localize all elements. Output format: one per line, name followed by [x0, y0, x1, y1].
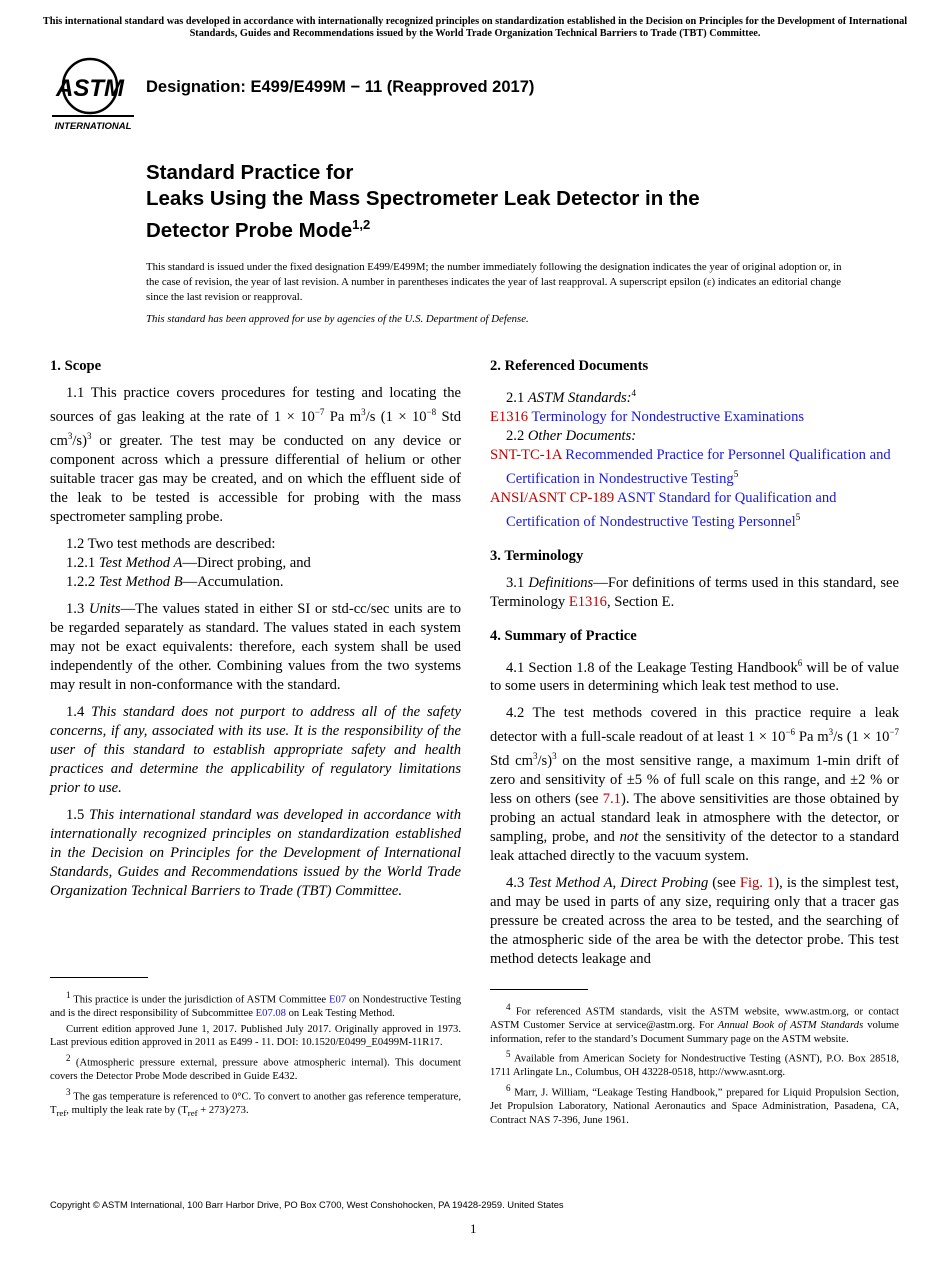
- footnote-4: $^4$ For referenced ASTM standards, visit the ASTM website, www.astm.org, or contact ASTM Customer Service at service@astm.org. For Annual Book of ASTM Standards volume information, refer to the standard’s Document Summary page on the ASTM website.: [490, 1002, 899, 1045]
- logo-caption: INTERNATIONAL: [54, 121, 132, 132]
- paragraph-1-1: 1.1 This practice covers procedures for testing and locating the sources of gas leaking at the rate of $1 \times 10^{-7}$ Pa $m^3/s$ ($1 \times 10^{-8}$ Std $cm^3/s)^3$ or greater. The test may be conducted on any device or component across which a pressure differential of helium or other suitable tracer gas may be created, and on which the effluent side of the leak to be tested is accessible for probing with the mass spectrometer sampling probe.: [50, 385, 461, 525]
- footnote-1: $^1$ This practice is under the jurisdiction of ASTM Committee E07 on Nondestructive Testing and is the direct responsibility of Subcommittee E07.08 on Leak Testing Method.: [50, 990, 461, 1020]
- link-e1316-title[interactable]: Terminology for Nondestructive Examinations: [528, 408, 805, 425]
- paragraph-2-1: 2.1 ASTM Standards:$^4$: [506, 388, 637, 406]
- link-e07[interactable]: E07: [329, 994, 347, 1006]
- left-column: [50, 357, 461, 901]
- document-title: [146, 160, 906, 244]
- reference-ansi-asnt-cp-189: ANSI/ASNT CP-189 ASNT Standard for Qualification and Certification of Nondestructive Testing Personnel$^5$: [490, 489, 837, 530]
- title-line-3: Detector Probe Mode$^{1,2}$: [146, 217, 371, 242]
- paragraph-3-1: 3.1 Definitions—For definitions of terms used in this standard, see Terminology E1316, Section E.: [490, 574, 900, 610]
- paragraph-1-5: 1.5 This international standard was developed in accordance with internationally recognized principles on standardization established in the Decision on Principles for the Development of International Standards, Guides and Recommendations issued by the World Trade Organization Technical Barriers to Trade (TBT) Committee.: [50, 806, 462, 899]
- link-e1316[interactable]: E1316: [490, 408, 529, 425]
- designation: Designation: E499/E499M − 11 (Reapproved 2017): [146, 78, 535, 96]
- footnote-rule-right: [490, 989, 588, 990]
- link-snt-tc-1a-title[interactable]: Recommended Practice for Personnel Qualification and Certification in Nondestructive Testing: [506, 446, 891, 487]
- paragraph-1-2-2: 1.2.2 Test Method B—Accumulation.: [66, 573, 284, 590]
- footnote-3: $^3$ The gas temperature is referenced to 0°C. To convert to another gas reference temperature, $T_{ref}$, multiply the leak rate by ($T_{ref}$ + 273)⁄273.: [50, 1086, 461, 1118]
- paragraph-1-2: 1.2 Two test methods are described:: [66, 535, 276, 552]
- link-7-1[interactable]: 7.1: [602, 791, 621, 808]
- astm-logo: [52, 56, 136, 134]
- right-column: [490, 357, 899, 969]
- page-number: 1: [470, 1221, 477, 1236]
- reference-snt-tc-1a: SNT-TC-1A Recommended Practice for Personnel Qualification and Certification in Nondestructive Testing$^5$: [490, 446, 891, 487]
- link-ansi-asnt-cp-189-title[interactable]: ASNT Standard for Qualification and Certification of Nondestructive Testing Personnel: [506, 489, 837, 530]
- footnote-5: $^5$ Available from American Society for Nondestructive Testing (ASNT), P.O. Box 28518, 1711 Arlingate Ln., Columbus, OH 43228-0518, http://www.asnt.org.: [490, 1049, 899, 1079]
- section-heading-referenced-documents: 2. Referenced Documents: [490, 358, 649, 374]
- link-e1316-terminology[interactable]: E1316: [568, 593, 607, 610]
- header-note: This international standard was developed in accordance with internationally recognized principles on standardization established in the Decision on Principles for the Development of International Standards, Guides and Recommendations issued by the World Trade Organization Technical Barriers to Trade (TBT) Committee.: [42, 16, 908, 39]
- link-fig-1[interactable]: Fig. 1: [739, 875, 775, 892]
- paragraph-4-3: 4.3 Test Method A, Direct Probing (see Fig. 1), is the simplest test, and may be used in parts of any size, requiring only that a tracer gas pressure be created across the area to be tested, and the searching of the atmospheric side of the area be with the detector probe. This test method detects leakage and: [490, 875, 900, 968]
- footnote-rule-left: [50, 977, 148, 978]
- paragraph-4-1: 4.1 Section 1.8 of the Leakage Testing Handbook$^6$ will be of value to some users in determining which leak test method to use.: [490, 657, 899, 695]
- title-line-1: Standard Practice for: [146, 161, 354, 184]
- paragraph-1-4: 1.4 This standard does not purport to address all of the safety concerns, if any, associated with its use. It is the responsibility of the user of this standard to establish appropriate safety and health practices and determine the applicability of regulatory limitations prior to use.: [50, 703, 461, 796]
- link-e07-08[interactable]: E07.08: [255, 1008, 286, 1020]
- section-heading-summary: 4. Summary of Practice: [490, 627, 637, 644]
- footnotes-right: [490, 1001, 899, 1129]
- reference-e1316: [490, 408, 899, 427]
- title-line-2: Leaks Using the Mass Spectrometer Leak Detector in the: [146, 187, 700, 210]
- dod-approval-note: This standard has been approved for use by agencies of the U.S. Department of Defense.: [146, 313, 529, 325]
- paragraph-1-2-1: 1.2.1 Test Method A—Direct probing, and: [66, 554, 311, 571]
- paragraph-4-2: 4.2 The test methods covered in this practice require a leak detector with a full-scale readout of at least $1 \times 10^{-6}$ Pa $m^3/s$ ($1 \times 10^{-7}$ Std $cm^3/s)^3$ on the most sensitive range, a maximum 1-min drift of zero and sensitivity of ±5 % of full scale on this range, and ±2 % or less on others (see 7.1). The above sensitivities are those obtained by probing an actual standard leak in atmosphere with the detector, or sampling, probe, and not the sensitivity of the detector to a standard leak attached directly to the vacuum system.: [490, 705, 899, 865]
- link-snt-tc-1a[interactable]: SNT-TC-1A: [490, 446, 562, 463]
- footnotes-left: [50, 989, 461, 1122]
- footnote-1-continued: Current edition approved June 1, 2017. Published July 2017. Originally approved in 1973. Last previous edition approved in 2011 as E499 - 11. DOI: 10.1520/E0499_E0499M-11R17.: [50, 1023, 461, 1049]
- paragraph-2-2: 2.2 Other Documents:: [506, 427, 637, 444]
- astm-logo-graphic: [52, 56, 136, 134]
- section-heading-scope: 1. Scope: [50, 358, 102, 374]
- copyright-line: Copyright © ASTM International, 100 Barr Harbor Drive, PO Box C700, West Conshohocken, PA 19428-2959. United States: [50, 1199, 564, 1210]
- footnote-2: $^2$ (Atmospheric pressure external, pressure above atmospheric internal). This document covers the Detector Probe Mode described in Guide E432.: [50, 1052, 461, 1083]
- issuance-note: This standard is issued under the fixed designation E499/E499M; the number immediately following the designation indicates the year of original adoption or, in the case of revision, the year of last revision. A number in parentheses indicates the year of last reapproval. A superscript epsilon (ε) indicates an editorial change since the last revision or reapproval.: [146, 261, 842, 303]
- svg-text:ASTM: ASTM: [56, 75, 124, 102]
- link-ansi-asnt-cp-189[interactable]: ANSI/ASNT CP-189: [490, 489, 615, 506]
- footnote-6: $^6$ Marr, J. William, “Leakage Testing Handbook,” prepared for Liquid Propulsion Section, Jet Propulsion Laboratory, National Aeronautics and Space Administration, Pasadena, CA, Contract NAS 7-396, June 1961.: [490, 1083, 899, 1126]
- paragraph-1-3: 1.3 Units—The values stated in either SI or std-cc/sec units are to be regarded separately as standard. The values stated in each system may not be exact equivalents: therefore, each system shall be used independently of the other. Combining values from the two systems may result in non-conformance with the standard.: [50, 600, 461, 693]
- section-heading-terminology: 3. Terminology: [490, 547, 584, 564]
